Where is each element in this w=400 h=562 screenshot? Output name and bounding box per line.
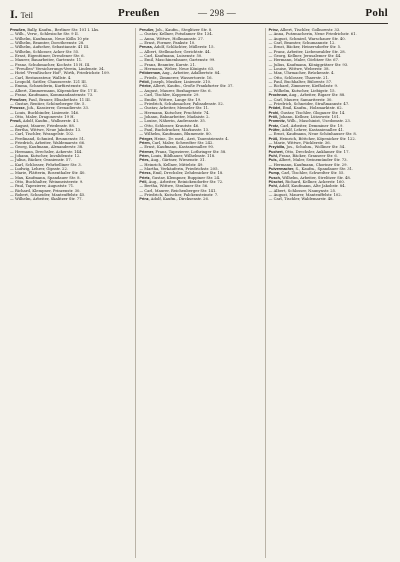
entry-details: S., Kaufm., Spandauer Str. 31. [295, 167, 354, 171]
entry-details: — Anna, Wittwe, Hollmannstr. 27. [139, 36, 204, 41]
entry-details: — Ernst, Bäcker, Heinersdorfer Str. 5. [268, 45, 342, 50]
entry-details: Aug., Gärtner, Wiesenstr. 31. [150, 158, 206, 163]
entry-details: — Paul, Buchhalter, Bülowstr. 57. [268, 80, 333, 85]
entry-details: — Hermann, Kutscher, Fruchtstr. 74. [139, 110, 210, 115]
entry-details: Gustav, Klempner, Ruppiner Str. 24. [151, 175, 221, 180]
entry-surname: Puchert, [268, 149, 284, 154]
entry-surname: Prietz, [139, 175, 151, 180]
entry-details: Johann, Kellner, Lützowstr. 101. [279, 114, 340, 119]
entry-details: — Friedrich, Schneider, Straßmannstr. 47. [268, 101, 350, 106]
entry-details: Carl, Maler, Schwedter Str. 242. [152, 140, 214, 145]
entry-details: Joh., Kassierer, Grenadierstr. 33. [26, 106, 90, 111]
entry-surname: Prill, [139, 180, 148, 185]
entry-details: Carl, Arbeiter, Demminer Str. 19. [280, 123, 344, 128]
entry-details: — Wilhelm, Arbeiter, Skalitzer Str. 77. [10, 197, 83, 202]
entry-details: — Emilie, Wittwe, Lange Str. 19. [139, 97, 202, 102]
entry-details: — Louise, Wittwe, Weberstr. 38. [268, 67, 330, 72]
entry-details: — Georg, Kaufmann, Alexanderstr. 38. [10, 145, 84, 150]
entry-details: — Paul, Tapezierer, Auguststr. 71. [10, 184, 75, 189]
entry-surname: Pribil, [139, 80, 150, 85]
entry-details: — Friedr., Zimmerer, Wassertorstr. 16. [139, 75, 213, 80]
entry-details: — Johann, Bahnarbeiter, Madaistr. 2. [139, 114, 210, 119]
entry-details: — Hermann, Maler, Görlitzer Str. 67. [268, 58, 340, 63]
entry-details: — Emma, Schneiderin, Kurfürstenstr. 62. [10, 84, 89, 89]
entry-details: — Hermann, Drechsler, Ackerstr. 144. [10, 149, 83, 154]
entry-details: — Emil, Maschinenbauer, Gartenstr. 99. [139, 58, 216, 63]
entry-details: — Otto, Buchhalter, Weinmeisterstr. 9. [10, 180, 84, 185]
entry-surname: Przybilla, [268, 145, 286, 150]
entry-details: Adolf, Kaufm., Wallnerstr. 4 I. [22, 119, 80, 124]
entry-surname: Priemer, [139, 149, 155, 154]
entry-details: — Marie, Wittwe, Pücklerstr. 36. [268, 140, 331, 145]
entry-details: — Carl, Beamter, Schumannstr. 12. [268, 41, 336, 46]
entry-details: — Friedrich, Schuhmacher, Palisadenstr. 52. [139, 101, 224, 106]
entry-details: — Ferdinand, Schmied, Brunnenstr. 51. [10, 136, 86, 141]
entry-details: — Anna, Putzmacherin, Neue Friedrichstr. 61. [268, 32, 357, 37]
entry-details: Joh., Kaufm., Steglitzer Str. 8. [155, 28, 213, 32]
entry-surname: Püschel, [268, 180, 285, 185]
entry-surname: Prüß, [268, 136, 279, 141]
entry-details: — Leopold, Sattler, Chausseestr. 121 III. [10, 80, 87, 85]
entry-details: — Marie, Plätterin, Rosenthaler Str. 40. [10, 171, 86, 176]
entry-details: — August, Maurer, Manteuffelstr. 102. [268, 193, 342, 198]
entry-details: — Albert, Stellmacher, Gerichtstr. 44. [139, 49, 211, 54]
entry-details: — Paul, Buchdrucker, Markusstr. 13. [139, 127, 210, 132]
entry-details: — Martha, Verkäuferin, Friedrichstr. 205. [139, 167, 219, 171]
entry-details: — Friedrich, Arbeiter, Waldemarstr. 66. [10, 140, 86, 145]
column-reference: I. Teil [10, 7, 33, 21]
entry-surname: Protz, [268, 123, 280, 128]
entry-details: Paul, Brauer, Elisabethstr. 11 III. [28, 97, 91, 102]
entry-details: Emil, Drechsler, Zehdenicker Str. 18. [152, 171, 224, 176]
directory-columns [10, 28, 390, 558]
entry-surname: Prieger, [139, 136, 154, 141]
entry-details: Albert, Tischler, Gollnowstr. 33. [280, 28, 341, 32]
entry-surname: Prinz, [268, 28, 279, 32]
entry-details: Adolf, Schlächter, Müllerstr. 15. [154, 45, 215, 50]
entry-details: — Albert, Schlosser, Naunynstr. 25. [268, 188, 337, 193]
entry-details: — Georg, Kellner, Jerusalemer Str. 44. [268, 54, 342, 59]
entry-details: — Wilhelm, Schlosser, Acker Str. 55. [10, 49, 80, 54]
entry-details: — Richard, Klempner, Prinzenstr. 30. [10, 188, 81, 193]
entry-details: — Richard, Zimmerer, Kiefholzstr. 9. [268, 84, 339, 89]
entry-details: — Wilhelm, Aufseher, Sebastianstr. 41 III. [10, 45, 90, 50]
entry-surname: Prinz, [139, 197, 150, 202]
entry-details: — Carl, Tischler, Koppenstr. 29. [139, 93, 200, 98]
entry-details: — Julius, Kaufmann, Königgrätzer Str. 93. [268, 62, 349, 67]
entry-details: — Louis, Buchbinder, Linienstr. 146. [10, 110, 80, 115]
entry-details: — Wilhelm, Beamter, Dorotheenstr. 28. [10, 41, 85, 46]
entry-surname: Prohl, [268, 110, 280, 115]
entry-details: — Heinrich, Kellner, Mittelstr. 49. [139, 162, 204, 167]
entry-details: — Johann, Kutscher, Invalidenstr. 12. [10, 153, 81, 158]
page-header [10, 7, 388, 24]
directory-column-3 [265, 28, 390, 558]
entry-surname: Prochnow, [268, 93, 288, 98]
entry-details: — Carl, Maurer, Samariterstr. 30. [268, 97, 333, 102]
entry-surname: Puhl, [268, 153, 278, 158]
entry-details: — Albert, Zimmermann, Köpenicker Str. 17 II. [10, 88, 98, 93]
entry-details: Aug., Arbeiter, Adalbertstr. 84. [162, 71, 221, 76]
directory-column-2 [135, 28, 260, 558]
entry-surname: Priem, [139, 140, 151, 145]
entry-details: Wilh., Maschinist, Usedomstr. 23. [286, 119, 351, 124]
entry-surname: Prüfer, [268, 127, 281, 132]
entry-details: — Franz, Schuhmacher, Kochstr. 15 H. III. [10, 62, 91, 67]
entry-details: — Louise, Näherin, Andreasstr. 35. [139, 119, 206, 124]
entry-details: Aug., Arbeiter, Reinickendorfer Str. 72. [148, 180, 224, 185]
entry-details: Adolf, Lehrer, Kastanienallee 41. [281, 127, 345, 132]
entry-details: — Carl, Maurer, Reichenberger Str. 141. [139, 188, 217, 193]
entry-surname: Preußer, [139, 28, 155, 32]
entry-details: — Franz, Kaufmann, Kommandantenstr. 73. [10, 93, 94, 98]
entry-details: — Otto, Maler, Dragonerstr. 19 H. [10, 114, 75, 119]
page-number: — 298 — [198, 8, 237, 18]
entry-surname: Preuss, [139, 45, 153, 50]
entry-details: — Max, Uhrmacher, Brückenstr. 4. [268, 71, 335, 76]
directory-column-1 [10, 28, 131, 558]
entry-surname: Preußner, [10, 97, 28, 102]
entry-details: Emil, Kaufm., Holzmarktstr. 62. [282, 106, 343, 111]
entry-details: — Maurer, Bauarbeiter, Gartenstr. 11. [10, 58, 83, 63]
entry-details: — Gustav, Arbeiter, Memeler Str. 11. [139, 106, 210, 111]
entry-details: — Hotel "Preußischer Hof", Wirth, Friedrichstr. 109. [10, 71, 110, 76]
entry-surname: Pröll, [268, 114, 279, 119]
entry-details: Heinrich, Böttcher, Köpenicker Str. 122. [279, 136, 356, 141]
entry-details: Louis, Bildhauer, Wilhelmstr. 118. [150, 153, 216, 158]
entry-details: — Franz, Arbeiter, Liebenwalder Str. 28. [268, 49, 346, 54]
entry-details: — Carl, Kaufmann, Luisenstr. 50. [139, 54, 203, 59]
directory-entry [139, 197, 260, 201]
entry-details: — Gustav, Rentier, Schöneberger Str. 5. [10, 101, 86, 106]
entry-details: Adolf, Kaufmann, Alte Jakobstr. 84. [279, 184, 346, 189]
entry-details: — Ernst, Former, Pankstr. 10. [139, 41, 196, 46]
entry-details: — Wilhelm, Kaufmann, Neue Kölln 10 ptr. [10, 36, 90, 41]
entry-details: — Julius, Bäcker, Oranienstr. 57. [10, 158, 72, 163]
entry-surname: Promnitz, [268, 119, 286, 124]
entry-details: Albert, Kaufm., Große Frankfurter Str. 37. [153, 84, 234, 89]
directory-entry [269, 197, 390, 201]
entry-surname: Pulvermacher, [268, 167, 295, 171]
entry-surname: Pribbernow, [139, 71, 161, 76]
entry-details: — Robert, Schneider, Manteuffelstr. 45. [10, 193, 86, 198]
entry-details: — Gustav, Kellner, Potsdamer Str. 134. [139, 32, 213, 37]
entry-details: Franz, Bäcker, Granseer Str. 6. [279, 153, 338, 158]
entry-surname: Pohl, [268, 184, 278, 189]
entry-details: — Wilhelm, Kutscher, Liebigstr. 15. [268, 88, 336, 93]
entry-surname: Pusch, [268, 175, 281, 180]
entry-details: — Wilh., Verw., Schlesische Str. 9 II. [10, 32, 79, 37]
entry-details: — Franz, Beamter, Kurstr. 21. [139, 62, 197, 67]
entry-surname: Preusse, [10, 106, 26, 111]
entry-surname: Preuß, [10, 119, 22, 124]
entry-details: Heinr., Dr. med., Arzt, Tauentzienstr. 4. [154, 136, 229, 141]
entry-details: — Ernst, Kaufmann, Neue Schönhauser Str. 8. [268, 132, 357, 137]
entry-surname: Priebe, [139, 84, 152, 89]
entry-details: Richard, Kellner, Ackerstr. 160. [285, 180, 346, 185]
entry-details: — Karl, Schlosser, Fehrbelliner Str. 3. [10, 162, 82, 167]
entry-details: — Carl, Restaurateur, Wallstr. 4. [10, 75, 72, 80]
entry-details: — Hermann, Weber, Neue Königstr. 63. [139, 67, 215, 72]
entry-details: — Friedrich, Kutscher, Falckensteinstr. 7. [139, 193, 219, 198]
entry-surname: Prödel, [268, 106, 282, 111]
entry-details: Joseph, Musiker, Linienstr. 210. [150, 80, 212, 85]
entry-details: Aug., Arbeiter, Rigaer Str. 88. [288, 93, 346, 98]
entry-details: Gustav, Tischler, Glogauer Str. 14. [280, 110, 346, 115]
entry-surname: Pries, [139, 158, 150, 163]
entry-details: — Bertha, Wittwe, Neue Jakobstr. 13. [10, 127, 82, 132]
entry-details: — Wilhelm, Kaufmann, Blumenstr. 80. [139, 132, 212, 137]
entry-details: — August, Schmied, Warschauer Str. 40. [268, 36, 346, 41]
entry-details: — Otto, Schlosser, Krautstr. 46. [139, 123, 200, 128]
entry-details: — Bertha, Wittwe, Stralauer Str. 56. [139, 184, 209, 189]
entry-details: — Ernst, Eigentümer, Dresdener Str. 6. [10, 54, 85, 59]
directory-entry [10, 197, 131, 201]
entry-details: Otto, Drechsler, Anklamer Str. 17. [284, 149, 350, 154]
entry-surname: Prien, [139, 153, 150, 158]
entry-surname: Puls, [268, 158, 278, 163]
entry-details: Bally, Kaufm., Berliner Str. 101 I. Lks. [27, 28, 100, 32]
entry-details: — Hermann, Kaufmann, Choriner Str. 29. [268, 162, 348, 167]
entry-details: Jos., Schuhm., Wolliner Str. 54. [286, 145, 346, 150]
entry-details: Albert, Maler, Swinemünder Str. 73. [278, 158, 348, 163]
entry-details: — Ludwig, Lehrer, Gipsstr. 22. [10, 167, 69, 171]
entry-details: — Ernst, Kaufmann, Kastanienallee 90. [139, 145, 215, 150]
entry-details: — Carl, Tischler, Waldemarstr. 48. [268, 197, 334, 202]
entry-details: — August, Maurer, Boxhagener Str. 6. [139, 88, 212, 93]
entry-details: Carl, Tischler, Schwedter Str. 55. [281, 171, 345, 176]
entry-details: Adolf, Kaufm., Dircksenstr. 26. [150, 197, 210, 202]
entry-details: Wilhelm, Arbeiter, Strelitzer Str. 48. [282, 175, 351, 180]
entry-details: — August, Maurer, Friedenstr. 88. [10, 123, 75, 128]
header-right-word: Pohl [365, 7, 388, 19]
header-left-word: Preußen [118, 7, 160, 19]
entry-details: — Max, Kaufmann, Spandauer Str. 8. [10, 175, 81, 180]
entry-details: — Otto, Schlosser, Thaerstr. 21. [268, 75, 330, 80]
entry-details: Franz, Tapezierer, Lothringer Str. 58. [155, 149, 227, 154]
entry-surname: Preußen, [10, 28, 27, 32]
entry-surname: Priess, [139, 171, 152, 176]
entry-details: — "Preußen" Versicherungs-Verein, Lindenstr. 34. [10, 67, 105, 72]
entry-surname: Pump, [268, 171, 281, 176]
entry-details: — Carl, Tischler, Wrangelstr. 102. [10, 132, 75, 137]
